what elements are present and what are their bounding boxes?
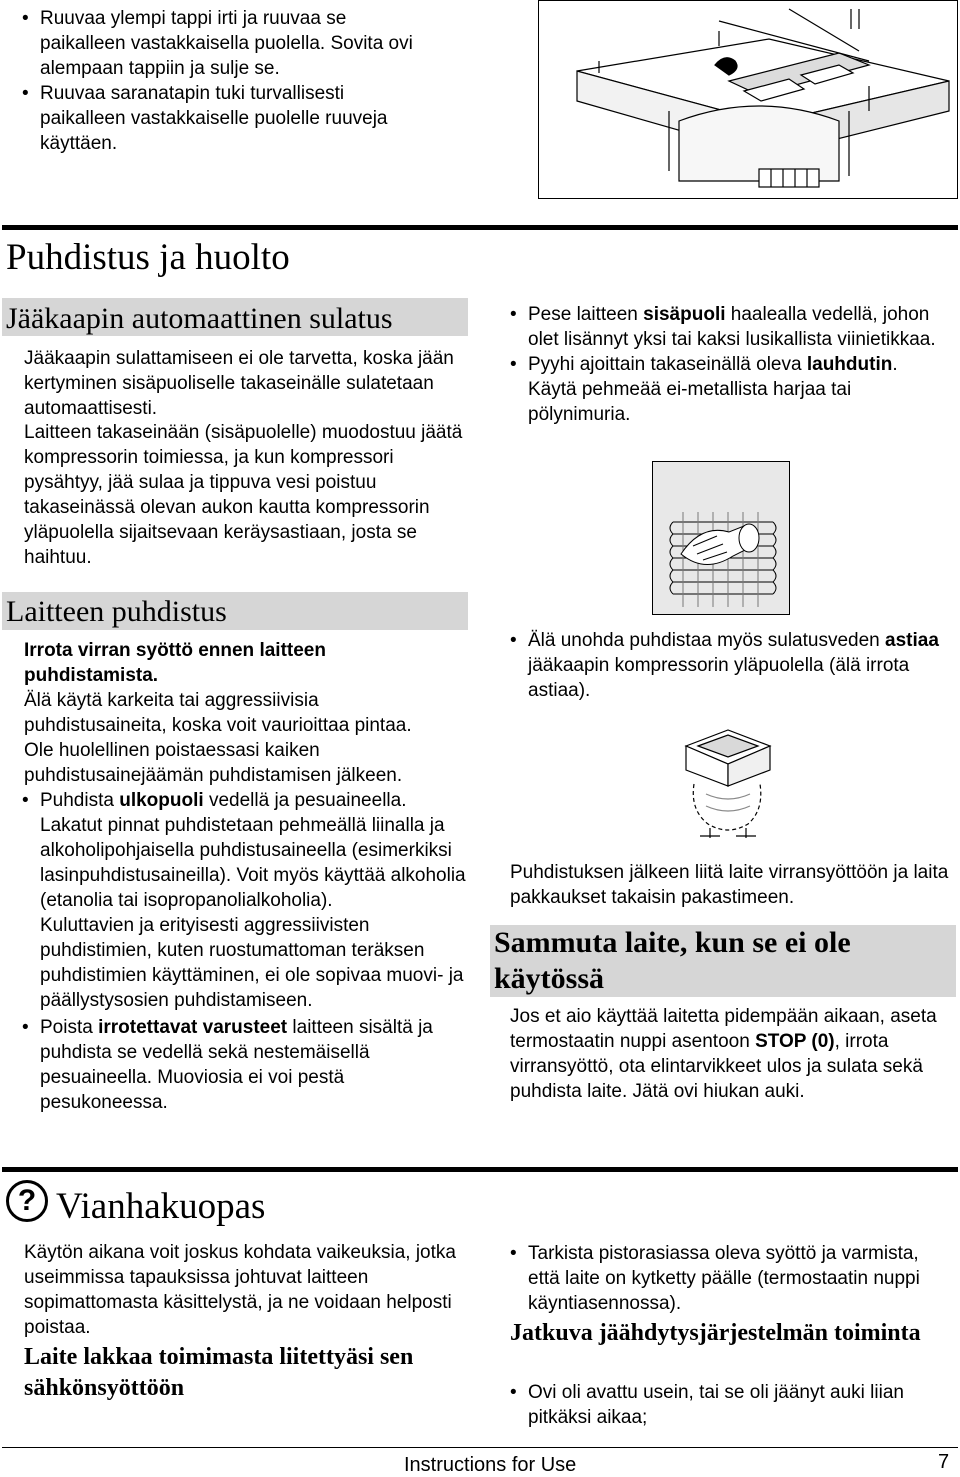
list-item: • Pese laitteen sisäpuoli haalealla vedellä, johon olet lisännyt yksi tai kaksi lusikallista viinietikkaa.: [510, 302, 950, 352]
list-item: • Ovi oli avattu usein, tai se oli jäänyt auki liian pitkäksi aikaa;: [510, 1380, 950, 1430]
list-item-text: Lakatut pinnat puhdistetaan pehmeällä liinalla ja alkoholipohjaisella puhdistusaineella (esimerkiksi lasinpuhdistusaineilla). Voit myös käyttää alkoholia (etanolia tai isopropanolialkoholia).: [40, 815, 466, 911]
list-item: • Älä unohda puhdistaa myös sulatusveden astiaa jääkaapin kompressorin yläpuolella (älä irrota astiaa).: [510, 628, 950, 703]
cleaning-paragraph: Älä käytä karkeita tai aggressiivisia puhdistusaineita, koska voit vaurioittaa pintaa.: [24, 690, 412, 736]
troubleshoot-bullets: [510, 1380, 950, 1430]
footer-label: Instructions for Use: [404, 1454, 577, 1476]
list-item: • Poista irrotettavat varusteet laitteen sisältä ja puhdista se vedellä sekä nestemäisellä pesuaineella. Muoviosia ei voi pestä pesukoneessa.: [22, 1015, 468, 1115]
shutdown-heading: Sammuta laite, kun se ei ole käytössä: [494, 926, 851, 995]
list-item: • Tarkista pistorasiassa oleva syöttö ja varmista, että laite on kytketty päälle (termostaatin nuppi käyntiasennossa).: [510, 1241, 950, 1316]
top-instructions: [22, 6, 422, 156]
list-item: • Ruuvaa saranatapin tuki turvallisesti paikalleen vastakkaiselle puolelle ruuveja käyttäen.: [22, 81, 422, 156]
defrost-heading: Jääkaapin automaattinen sulatus: [6, 302, 393, 335]
troubleshoot-heading: Vianhakuopas: [56, 1186, 266, 1227]
list-item: • Puhdista ulkopuoli vedellä ja pesuaineella. Lakatut pinnat puhdistetaan pehmeällä liinalla ja alkoholipohjaisella puhdistusaineella (esimerkiksi lasinpuhdistusaineilla). Voit myös käyttää alkoholia (etanolia tai isopropanolialkoholia). Kuluttavien ja erityisesti aggressiivisten puhdistimien, kuten ruostumattoman teräksen puhdistimien käyttäminen, ei ole sopivaa muovi- ja päällystysosien puhdistamiseen.: [22, 788, 468, 1013]
troubleshoot-intro: Käytön aikana voit joskus kohdata vaikeuksia, jotka useimmissa tapauksissa johtuvat laitteen sopimattomasta käsittelystä, ja ne voidaan helposti poistaa.: [24, 1242, 456, 1338]
drip-tray-illustration: [676, 724, 780, 844]
section-rule: [2, 225, 958, 230]
cleaning-bullets: [22, 788, 468, 1115]
defrost-paragraph: Jääkaapin sulattamiseen ei ole tarvetta, koska jään kertyminen sisäpuoliselle takaseinälle sulatetaan automaattisesti.: [24, 348, 454, 419]
list-item: • Ruuvaa ylempi tappi irti ja ruuvaa se paikalleen vastakkaisella puolella. Sovita ovi alempaan tappiin ja sulje se.: [22, 6, 422, 81]
troubleshoot-bullets: [510, 1241, 950, 1316]
cleaning-heading: Laitteen puhdistus: [6, 595, 227, 628]
page-number: 7: [938, 1451, 950, 1473]
after-cleaning-text: Puhdistuksen jälkeen liitä laite virransyöttöön ja laita pakkaukset takaisin pakastimeen.: [510, 862, 949, 908]
troubleshoot-subheading: Laite lakkaa toimimasta liitettyäsi sen sähkönsyöttöön: [24, 1344, 414, 1401]
help-icon: ?: [6, 1180, 48, 1222]
cleaning-warning: Irrota virran syöttö ennen laitteen puhdistamista.: [24, 640, 326, 686]
list-item: • Pyyhi ajoittain takaseinällä oleva lauhdutin. Käytä pehmeää ei-metallista harjaa tai pölynimuria.: [510, 352, 950, 427]
section-rule: [2, 1167, 958, 1172]
list-item-text: Käytä pehmeää ei-metallista harjaa tai pölynimuria.: [528, 379, 852, 425]
hinge-illustration: [538, 0, 958, 199]
condenser-illustration: [652, 461, 790, 615]
defrost-paragraph: Laitteen takaseinään (sisäpuolelle) muodostuu jäätä kompressorin toimiessa, ja kun kompressori pysähtyy, jää sulaa ja tippuva vesi poistuu takaseinässä olevan aukon kautta kompressorin yläpuolella sijaitsevaan keräysastiaan, josta se haihtuu.: [24, 422, 463, 568]
interior-bullets: [510, 302, 950, 427]
shutdown-text: Jos et aio käyttää laitetta pidempään aikaan, aseta termostaatin nuppi asentoon STOP (0), irrota virransyöttö, ota elintarvikkeet ulos ja sulata sekä puhdista laite. Jätä ovi hiukan auki.: [510, 1006, 937, 1102]
section-title: Puhdistus ja huolto: [6, 237, 290, 278]
cleaning-paragraph: Ole huolellinen poistaessasi kaiken puhdistusainejäämän puhdistamisen jälkeen.: [24, 740, 403, 786]
drip-tray-bullets: [510, 628, 950, 703]
footer-rule: [2, 1447, 958, 1448]
list-item-text: Kuluttavien ja erityisesti aggressiivisten puhdistimien, kuten ruostumattoman teräksen puhdistimien käyttäminen, ei ole sopivaa muovi- ja päällystysosien puhdistamiseen.: [40, 915, 464, 1011]
troubleshoot-subheading: Jatkuva jäähdytysjärjestelmän toiminta: [510, 1320, 921, 1346]
